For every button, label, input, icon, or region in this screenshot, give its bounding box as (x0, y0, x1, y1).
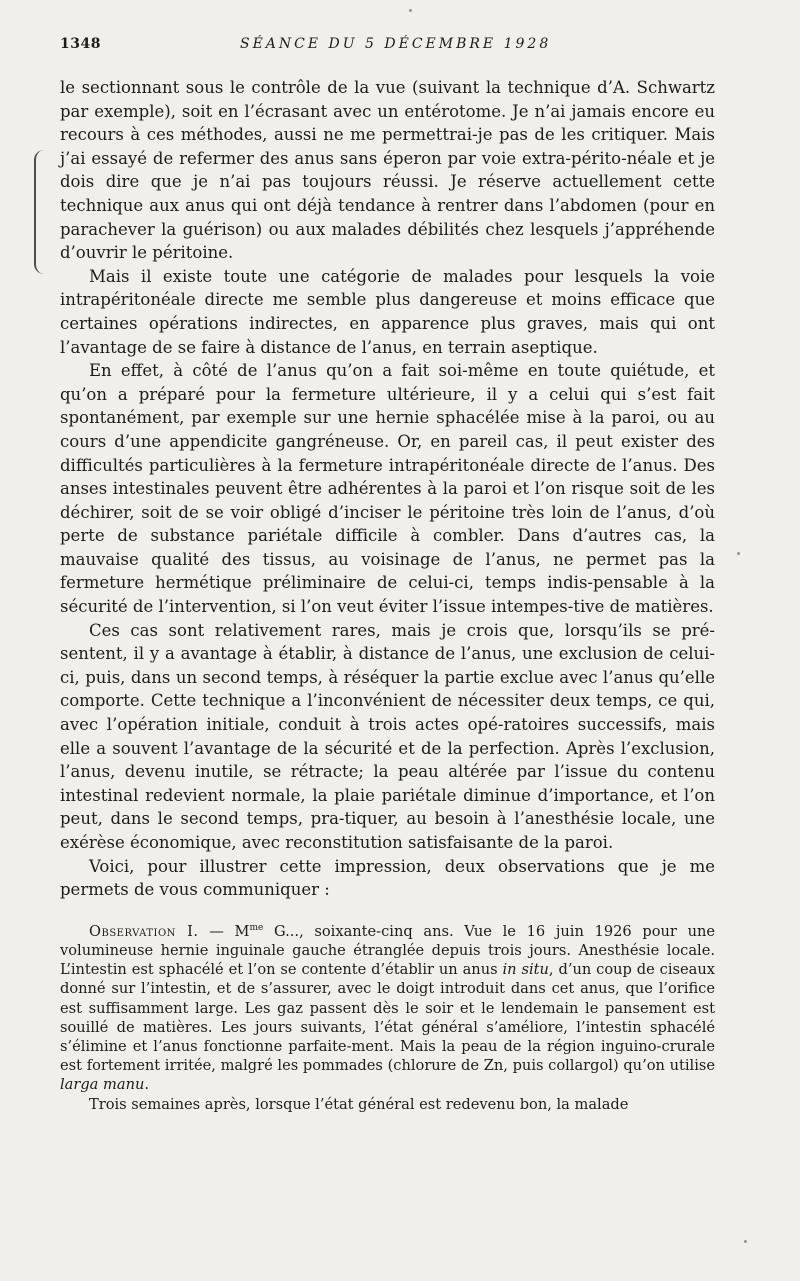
observation-text-b: , d’un coup de ciseaux donné sur l’intestin, et de s’assurer, avec le doigt introduit dans cet anus, que l’orifice est suffisamment large. Les gaz passent dès le soir et le lendemain le pansement est souillé de matières. Les jours suivants, l’état général s’améliore, l’intestin sphacélé s’élimine et l’anus fonctionne parfaite-ment. Mais la peau de la région inguino-crurale est fortement irritée, malgré les pommades (chlorure de Zn, puis collargol) qu’on utilise (60, 961, 715, 1075)
observation-label: Observation I. (89, 922, 199, 940)
paragraph: le sectionnant sous le contrôle de la vue (suivant la technique d’A. Schwartz par exemple), soit en l’écrasant avec un entérotome. Je n’ai jamais encore eu recours à ces méthodes, aussi ne me permettrai-je pas de les critiquer. Mais j’ai essayé de refermer des anus sans éperon par voie extra-périto-néale et je dois dire que je n’ai pas toujours réussi. Je réserve actuellement cette technique aux anus qui ont déjà tendance à rentrer dans l’abdomen (pour en parachever la guérison) ou aux malades débilités chez lesquels j’appréhende d’ouvrir le péritoine. (60, 78, 715, 263)
body-text (60, 76, 715, 1114)
in-situ: in situ (502, 961, 549, 979)
running-head: SÉANCE DU 5 DÉCEMBRE 1928 (240, 36, 552, 52)
page-header (60, 36, 715, 56)
larga-manu: larga manu (60, 1076, 145, 1094)
paragraph: Voici, pour illustrer cette impression, deux observations que je me permets de vous communiquer : (60, 856, 715, 900)
observation-block (60, 922, 715, 1114)
paragraph: Ces cas sont relativement rares, mais je crois que, lorsqu’ils se pré-sentent, il y a avantage à établir, à distance de l’anus, une exclusion de celui-ci, puis, dans un second temps, à réséquer la partie exclue avec l’anus qu’elle comporte. Cette technique a l’inconvénient de nécessiter deux temps, ce qui, avec l’opération initiale, conduit à trois actes opé-ratoires successifs, mais elle a souvent l’avantage de la sécurité et de la perfection. Après l’exclusion, l’anus, devenu inutile, se rétracte; la peau altérée par l’issue du contenu intestinal redevient normale, la plaie pariétale diminue d’importance, et l’on peut, dans le second temps, pra-tiquer, au besoin à l’anesthésie locale, une exérèse économique, avec reconstitution satisfaisante de la paroi. (60, 620, 715, 852)
patient-title: M (234, 922, 250, 940)
observation-continuation: Trois semaines après, lorsque l’état général est redevenu bon, la malade (89, 1095, 629, 1113)
patient-title-sup: me (249, 922, 264, 933)
observation-text-a: G..., soixante-cinq ans. Vue le 16 juin 1926 pour une volumineuse hernie inguinale gauche étranglée depuis trois jours. Anesthésie locale. L’intestin est sphacélé et l’on se contente d’établir un anus (60, 922, 716, 979)
paragraph: En effet, à côté de l’anus qu’on a fait soi-même en toute quiétude, et qu’on a préparé pour la fermeture ultérieure, il y a celui qui s’est fait spontanément, par exemple sur une hernie sphacélée mise à la paroi, ou au cours d’une appendicite gangréneuse. Or, en pareil cas, il peut exister des difficultés particulières à la fermeture intrapéritonéale directe de l’anus. Des anses intestinales peuvent être adhérentes à la paroi et l’on risque soit de les déchirer, soit de se voir obligé d’inciser le péritoine très loin de l’anus, d’où perte de substance pariétale difficile à combler. Dans d’autres cas, la mauvaise qualité des tissus, au voisinage de l’anus, ne permet pas la fermeture hermétique préliminaire de celui-ci, temps indis-pensable à la sécurité de l’intervention, si l’on veut éviter l’issue intempes-tive de matières. (60, 361, 715, 617)
observation-text (60, 922, 715, 1095)
observation-dash: — (198, 922, 235, 940)
paper-speck (744, 1240, 747, 1243)
paper-speck (409, 9, 412, 12)
page-number: 1348 (60, 36, 101, 52)
paper-speck (737, 552, 740, 555)
observation-text-c: . (144, 1076, 150, 1094)
paragraph: Mais il existe toute une catégorie de malades pour lesquels la voie intrapéritonéale directe me semble plus dangereuse et moins efficace que certaines opérations indirectes, en apparence plus graves, mais qui ont l’avantage de se faire à distance de l’anus, en terrain aseptique. (60, 266, 715, 357)
margin-bracket-annotation (34, 150, 50, 274)
